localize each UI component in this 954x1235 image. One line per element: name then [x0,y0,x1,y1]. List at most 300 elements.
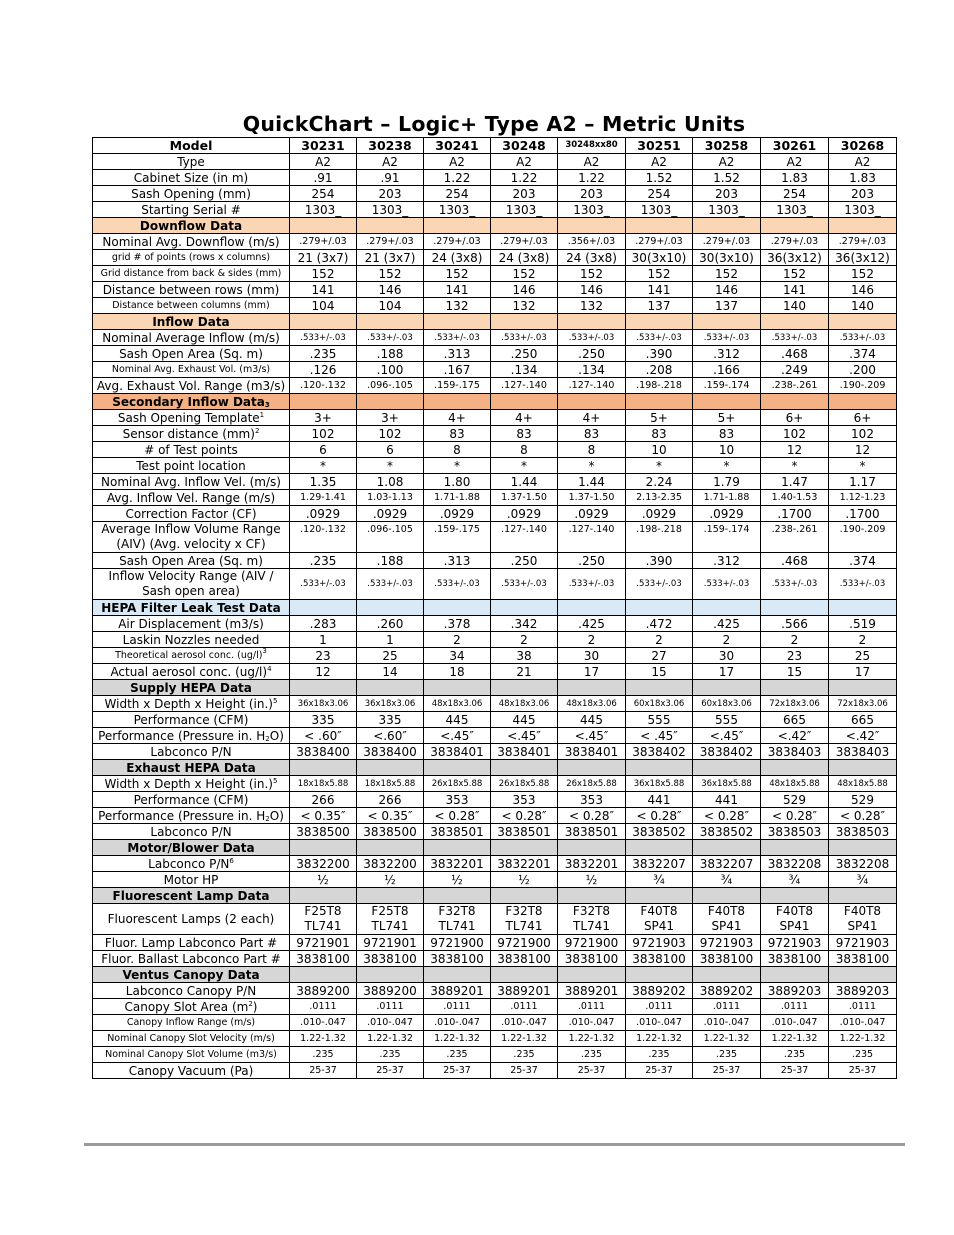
row-label-text: grid # of points (rows x columns) [111,251,271,263]
value-cell: .235 [290,346,357,362]
section-title [93,314,290,330]
value-cell: F40T8 SP41 [626,904,693,935]
section-empty-cell [829,967,897,983]
section-empty-cell [558,680,626,696]
value-cell: <.42″ [829,728,897,744]
value-cell: .235 [829,1047,897,1063]
value-cell: 353 [424,792,491,808]
row-label [93,426,290,442]
section-empty-cell [761,218,829,234]
value-cell: .425 [558,616,626,632]
value-cell: 1.71-1.88 [693,490,761,506]
value-cell: .159-.174 [693,522,761,553]
value-cell: 132 [558,298,626,314]
row-label [93,664,290,680]
table-row [93,266,897,282]
value-cell: .238-.261 [761,378,829,394]
value-cell: 254 [761,186,829,202]
footnote-marker: 6 [229,856,234,865]
section-title [93,218,290,234]
row-label-text: Nominal Canopy Slot Volume (m3/s) [105,1048,277,1060]
value-cell: 1.22-1.32 [761,1031,829,1047]
value-cell: F40T8 SP41 [693,904,761,935]
value-cell: 3838401 [424,744,491,760]
value-cell: 2.13-2.35 [626,490,693,506]
value-cell: 25-37 [829,1063,897,1079]
value-cell: 60x18x3.06 [693,696,761,712]
row-label [93,490,290,506]
value-cell: 1.79 [693,474,761,490]
value-cell: .0111 [357,999,424,1015]
row-label [93,935,290,951]
value-cell: 26x18x5.88 [424,776,491,792]
row-label-text: Labconco P/N [148,856,230,871]
value-cell: <.45″ [491,728,558,744]
section-empty-cell [626,218,693,234]
value-cell: 1.22 [424,170,491,186]
value-cell: 152 [290,266,357,282]
value-cell: .120-.132 [290,378,357,394]
section-empty-cell [357,967,424,983]
value-cell: .188 [357,553,424,569]
table-row [93,856,897,872]
model-cell: 30241 [424,138,491,154]
table-row [93,490,897,506]
row-label [93,330,290,346]
value-cell: 254 [424,186,491,202]
value-cell: .533+/-.03 [829,330,897,346]
table-row [93,776,897,792]
section-row [93,394,897,410]
section-empty-cell [290,840,357,856]
value-cell: .533+/-.03 [357,330,424,346]
row-label [93,378,290,394]
value-cell: .283 [290,616,357,632]
value-cell: 1.22-1.32 [558,1031,626,1047]
section-row [93,840,897,856]
section-empty-cell [558,888,626,904]
header-label-cell: Model [93,138,290,154]
value-cell: 2 [491,632,558,648]
table-row [93,522,897,553]
section-empty-cell [357,314,424,330]
row-label [93,1063,290,1079]
section-empty-cell [290,394,357,410]
section-row [93,218,897,234]
row-label-text: Air Displacement (m3/s) [118,616,264,631]
value-cell: 1.37-1.50 [491,490,558,506]
row-label-text: Fluorescent Lamps (2 each) [107,911,275,926]
value-cell: A2 [491,154,558,170]
value-cell: .91 [290,170,357,186]
section-empty-cell [693,394,761,410]
row-label-text: Sensor distance (mm) [122,426,255,441]
value-cell: 445 [424,712,491,728]
value-cell: 1 [290,632,357,648]
section-title-text: Secondary Inflow Data [112,394,265,409]
value-cell: .533+/-.03 [761,569,829,600]
value-cell: 1303_ [829,202,897,218]
value-cell: 1.22-1.32 [693,1031,761,1047]
value-cell: 3838100 [558,951,626,967]
section-empty-cell [491,680,558,696]
value-cell: .0929 [626,506,693,522]
row-label-text: Cabinet Size (in m) [133,170,249,185]
value-cell: < 0.28″ [829,808,897,824]
value-cell: 1.22 [491,170,558,186]
value-cell: 1303_ [491,202,558,218]
row-label [93,872,290,888]
value-cell: 152 [357,266,424,282]
table-row [93,792,897,808]
value-cell: 25-37 [491,1063,558,1079]
value-cell: 2 [626,632,693,648]
value-cell: F32T8 TL741 [424,904,491,935]
value-cell: 3838100 [290,951,357,967]
footnote-marker: 2 [254,426,260,435]
table-row [93,282,897,298]
value-cell: 15 [761,664,829,680]
row-label-text: Nominal Avg. Exhaust Vol. (m3/s) [111,363,271,375]
value-cell: .235 [290,1047,357,1063]
value-cell: .127-.140 [558,378,626,394]
value-cell: .190-.209 [829,522,897,553]
value-cell: .235 [491,1047,558,1063]
value-cell: 266 [357,792,424,808]
row-label-text: Inflow Velocity Range (AIV / Sash open area) [108,569,274,598]
table-row [93,632,897,648]
section-row [93,967,897,983]
value-cell: 9721900 [491,935,558,951]
section-row [93,760,897,776]
section-title-text: Inflow Data [152,314,230,329]
section-empty-cell [829,600,897,616]
table-row [93,298,897,314]
value-cell: < 0.35″ [357,808,424,824]
value-cell: 5+ [626,410,693,426]
value-cell: * [491,458,558,474]
value-cell: .0111 [424,999,491,1015]
section-empty-cell [693,760,761,776]
value-cell: 1303_ [693,202,761,218]
section-empty-cell [424,680,491,696]
value-cell: <.45″ [558,728,626,744]
row-label-text: Performance (CFM) [133,792,249,807]
value-cell: <.42″ [761,728,829,744]
table-row [93,330,897,346]
value-cell: 1.47 [761,474,829,490]
value-cell: .010-.047 [424,1015,491,1031]
row-label-text: Canopy Slot Area (m [124,999,249,1014]
value-cell: 141 [761,282,829,298]
row-label-tail: O) [269,728,284,743]
value-cell: 353 [558,792,626,808]
section-empty-cell [357,888,424,904]
value-cell: 1.52 [693,170,761,186]
value-cell: 3838501 [491,824,558,840]
value-cell: 36(3x12) [829,250,897,266]
value-cell: 3838100 [357,951,424,967]
value-cell: 1303_ [357,202,424,218]
value-cell: .279+/.03 [424,234,491,250]
value-cell: 3838402 [693,744,761,760]
value-cell: .533+/-.03 [491,569,558,600]
value-cell: 30 [558,648,626,664]
value-cell: 3832201 [491,856,558,872]
section-title [93,967,290,983]
value-cell: * [558,458,626,474]
value-cell: 141 [424,282,491,298]
value-cell: .378 [424,616,491,632]
table-row [93,569,897,600]
value-cell: .425 [693,616,761,632]
value-cell: .235 [558,1047,626,1063]
value-cell: .533+/-.03 [357,569,424,600]
value-cell: 1303_ [626,202,693,218]
row-label [93,792,290,808]
value-cell: .235 [357,1047,424,1063]
value-cell: .533+/-.03 [558,569,626,600]
section-empty-cell [626,314,693,330]
value-cell: .390 [626,553,693,569]
value-cell: 203 [491,186,558,202]
value-cell: 3838401 [558,744,626,760]
section-title-text: Supply HEPA Data [130,680,252,695]
model-cell: 30261 [761,138,829,154]
value-cell: * [829,458,897,474]
value-cell: .533+/-.03 [290,330,357,346]
value-cell: .250 [491,553,558,569]
table-row [93,999,897,1015]
value-cell: 1.17 [829,474,897,490]
value-cell: A2 [761,154,829,170]
section-title [93,840,290,856]
value-cell: 1.83 [761,170,829,186]
value-cell: .198-.218 [626,378,693,394]
value-cell: 25-37 [357,1063,424,1079]
row-label-text: Nominal Average Inflow (m/s) [102,330,280,345]
value-cell: .279+/.03 [491,234,558,250]
value-cell: .519 [829,616,897,632]
value-cell: ½ [424,872,491,888]
value-cell: 9721900 [558,935,626,951]
value-cell: 83 [424,426,491,442]
value-cell: .0929 [558,506,626,522]
section-empty-cell [424,760,491,776]
value-cell: 266 [290,792,357,808]
value-cell: < 0.35″ [290,808,357,824]
value-cell: .250 [558,553,626,569]
value-cell: ¾ [761,872,829,888]
value-cell: 23 [761,648,829,664]
section-empty-cell [693,680,761,696]
value-cell: 137 [626,298,693,314]
value-cell: .010-.047 [761,1015,829,1031]
value-cell: .235 [424,1047,491,1063]
value-cell: 2.24 [626,474,693,490]
value-cell: 26x18x5.88 [491,776,558,792]
value-cell: 137 [693,298,761,314]
value-cell: .0929 [290,506,357,522]
value-cell: 25-37 [558,1063,626,1079]
section-empty-cell [424,600,491,616]
value-cell: .198-.218 [626,522,693,553]
value-cell: 9721901 [357,935,424,951]
row-label-text: Performance (Pressure in. H [98,808,266,823]
value-cell: .533+/-.03 [424,330,491,346]
value-cell: <.45″ [424,728,491,744]
value-cell: 25 [829,648,897,664]
value-cell: .533+/-.03 [693,569,761,600]
value-cell: 3838403 [761,744,829,760]
table-row [93,648,897,664]
table-row [93,951,897,967]
section-empty-cell [558,218,626,234]
value-cell: 1.29-1.41 [290,490,357,506]
section-empty-cell [491,600,558,616]
value-cell: 152 [626,266,693,282]
value-cell: 3838100 [626,951,693,967]
section-footnote-marker: 3 [264,400,270,409]
value-cell: 1303_ [424,202,491,218]
value-cell: 3838100 [491,951,558,967]
value-cell: 2 [693,632,761,648]
section-row [93,600,897,616]
section-empty-cell [290,888,357,904]
value-cell: < 0.28″ [558,808,626,824]
section-empty-cell [357,600,424,616]
value-cell: 1.22-1.32 [491,1031,558,1047]
value-cell: 152 [558,266,626,282]
value-cell: 1303_ [290,202,357,218]
section-title [93,680,290,696]
value-cell: A2 [357,154,424,170]
value-cell: .533+/-.03 [424,569,491,600]
value-cell: .533+/-.03 [558,330,626,346]
value-cell: 3889203 [761,983,829,999]
section-empty-cell [829,840,897,856]
value-cell: 445 [491,712,558,728]
table-row [93,506,897,522]
row-label-text: Width x Depth x Height (in.) [104,776,273,791]
value-cell: 21 (3x7) [357,250,424,266]
value-cell: 6+ [829,410,897,426]
footnote-marker: 5 [273,776,278,785]
value-cell: .127-.140 [491,522,558,553]
value-cell: .159-.174 [693,378,761,394]
value-cell: 1.22 [558,170,626,186]
row-label [93,442,290,458]
value-cell: 146 [693,282,761,298]
row-label [93,298,290,314]
value-cell: .533+/-.03 [290,569,357,600]
value-cell: 36x18x5.88 [626,776,693,792]
value-cell: 3832200 [290,856,357,872]
model-cell: 30268 [829,138,897,154]
row-label [93,522,290,553]
value-cell: 9721903 [626,935,693,951]
value-cell: 3832201 [558,856,626,872]
footnote-marker: 3 [262,647,267,655]
value-cell: 104 [357,298,424,314]
value-cell: .096-.105 [357,522,424,553]
value-cell: .0111 [626,999,693,1015]
value-cell: 36(3x12) [761,250,829,266]
table-row [93,872,897,888]
value-cell: 6 [357,442,424,458]
value-cell: 335 [290,712,357,728]
value-cell: 25-37 [626,1063,693,1079]
value-cell: 3889200 [357,983,424,999]
row-label-tail: ) [252,999,258,1014]
section-title-text: Fluorescent Lamp Data [112,888,270,903]
value-cell: .1700 [829,506,897,522]
value-cell: 24 (3x8) [424,250,491,266]
value-cell: .533+/-.03 [829,569,897,600]
value-cell: 9721903 [829,935,897,951]
value-cell: ½ [558,872,626,888]
section-empty-cell [829,760,897,776]
row-label-text: Labconco P/N [150,824,232,839]
value-cell: 1303_ [558,202,626,218]
row-label-text: Distance between rows (mm) [102,282,280,297]
value-cell: .260 [357,616,424,632]
value-cell: 1.22-1.32 [626,1031,693,1047]
value-cell: .120-.132 [290,522,357,553]
value-cell: A2 [626,154,693,170]
row-label-text: Performance (Pressure in. H [98,728,266,743]
value-cell: 2 [424,632,491,648]
value-cell: 441 [626,792,693,808]
value-cell: .279+/.03 [693,234,761,250]
value-cell: 15 [626,664,693,680]
value-cell: .279+/.03 [626,234,693,250]
row-label-text: Canopy Inflow Range (m/s) [126,1016,256,1028]
footnote-marker: 4 [267,664,272,673]
section-empty-cell [491,888,558,904]
section-title [93,888,290,904]
value-cell: * [626,458,693,474]
row-label [93,266,290,282]
section-empty-cell [626,888,693,904]
row-label [93,506,290,522]
section-empty-cell [290,760,357,776]
row-label [93,999,290,1015]
table-row [93,1031,897,1047]
section-empty-cell [491,218,558,234]
value-cell: .127-.140 [491,378,558,394]
value-cell: 24 (3x8) [558,250,626,266]
value-cell: .533+/-.03 [491,330,558,346]
value-cell: 132 [491,298,558,314]
value-cell: .313 [424,346,491,362]
section-title [93,760,290,776]
value-cell: .468 [761,553,829,569]
value-cell: .279+/.03 [290,234,357,250]
value-cell: 353 [491,792,558,808]
value-cell: 18x18x5.88 [290,776,357,792]
section-title [93,600,290,616]
section-empty-cell [290,314,357,330]
value-cell: 3832207 [626,856,693,872]
row-label-text: Average Inflow Volume Range (AIV) (Avg. velocity x CF) [101,522,281,551]
value-cell: 27 [626,648,693,664]
value-cell: 48x18x3.06 [491,696,558,712]
table-row [93,186,897,202]
value-cell: 18x18x5.88 [357,776,424,792]
value-cell: F25T8 TL741 [290,904,357,935]
row-label [93,1031,290,1047]
